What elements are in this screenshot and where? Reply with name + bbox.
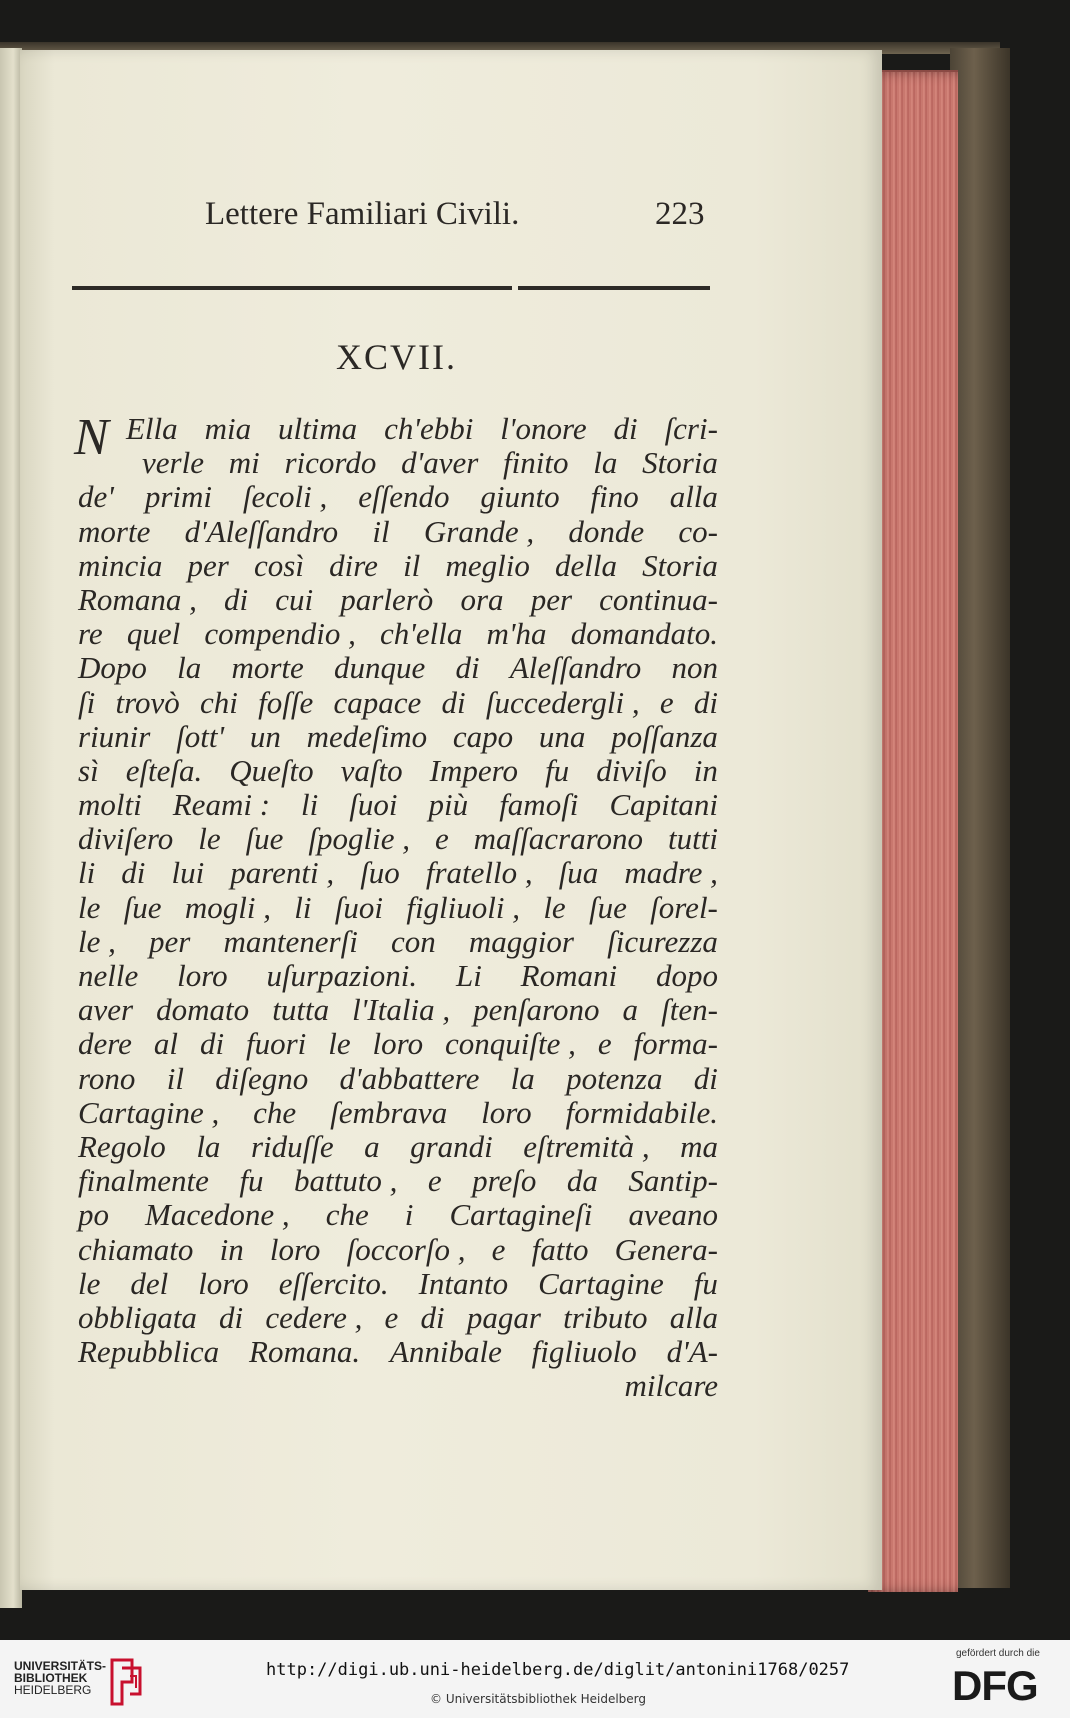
- text-line: [78, 686, 718, 720]
- library-name-line: UNIVERSITÄTS-: [14, 1659, 107, 1673]
- word: del: [130, 1265, 169, 1301]
- word: Romana.: [249, 1334, 361, 1370]
- word: di: [121, 855, 146, 891]
- word: formidabile.: [565, 1094, 718, 1130]
- word: forma-: [633, 1026, 718, 1062]
- word: uſurpazioni.: [266, 958, 418, 993]
- word: alla: [669, 1299, 718, 1335]
- letter-body: [78, 412, 718, 1403]
- word: di: [441, 684, 466, 720]
- word: d'abbattere: [339, 1060, 480, 1096]
- word: d'aver: [401, 445, 479, 481]
- word: ricordo: [284, 445, 377, 481]
- word: il: [372, 513, 390, 549]
- text-line: [78, 1062, 718, 1096]
- word: ſembrava: [330, 1094, 448, 1130]
- word: mia: [204, 411, 252, 446]
- text-line: [78, 959, 718, 993]
- word: ſcri-: [664, 411, 718, 446]
- text-line: [78, 480, 718, 514]
- text-line: [78, 617, 718, 651]
- word: chiamato: [78, 1231, 194, 1267]
- text-line: [78, 925, 718, 959]
- word: capace: [333, 684, 422, 720]
- word: eſtremità ,: [523, 1128, 650, 1164]
- word: ſoccorſo ,: [346, 1231, 466, 1267]
- word: figliuolo: [531, 1334, 637, 1370]
- word: domandato.: [570, 616, 718, 652]
- word: Dopo: [78, 650, 147, 686]
- word: loro: [198, 1265, 249, 1301]
- word: Romani: [520, 958, 618, 993]
- word: un: [249, 718, 281, 754]
- word: loro: [269, 1231, 321, 1267]
- copyright-notice: © Universitätsbibliothek Heidelberg: [430, 1692, 647, 1706]
- word: fuori: [246, 1026, 307, 1062]
- word: così: [254, 547, 304, 583]
- text-line: [78, 583, 718, 617]
- word: riunir: [78, 718, 151, 754]
- word: fratello ,: [425, 855, 533, 891]
- word: ſua: [558, 855, 599, 891]
- dfg-logo[interactable]: DFG: [952, 1662, 1038, 1709]
- text-line: [78, 993, 718, 1027]
- library-logo-icon[interactable]: [106, 1654, 146, 1710]
- text-line: [78, 1164, 718, 1198]
- word: e: [659, 684, 674, 720]
- word: battuto ,: [293, 1163, 398, 1199]
- text-line: [78, 1369, 718, 1403]
- word: i: [404, 1197, 414, 1233]
- word: finito: [503, 445, 569, 481]
- funding-note: gefördert durch die: [956, 1648, 1040, 1659]
- word: Storia: [642, 445, 718, 481]
- word: grandi: [410, 1128, 493, 1164]
- word: ſten-: [661, 992, 718, 1028]
- word: ch'ella: [380, 616, 463, 652]
- word: ſuoi: [334, 889, 384, 925]
- word: rono: [78, 1060, 136, 1096]
- word: cui: [275, 581, 314, 617]
- word: Ella: [126, 411, 178, 446]
- word: mogli ,: [184, 889, 271, 925]
- word: dunque: [334, 650, 426, 686]
- word: tutti: [667, 821, 718, 857]
- word: maſſacrarono: [473, 821, 644, 857]
- word: Reami :: [172, 787, 271, 823]
- word: di: [199, 1026, 225, 1062]
- word: nelle: [78, 958, 139, 993]
- word: milcare: [624, 1368, 718, 1404]
- word: non: [671, 650, 718, 686]
- word: potenza: [566, 1060, 663, 1096]
- word: le: [78, 1265, 101, 1301]
- word: le: [78, 889, 101, 925]
- text-line: [78, 891, 718, 925]
- word: penſarono: [473, 992, 600, 1028]
- word: ſicurezza: [607, 923, 718, 959]
- word: compendio ,: [204, 616, 356, 652]
- word: ma: [680, 1128, 718, 1164]
- word: cedere ,: [265, 1299, 363, 1335]
- word: molti: [78, 787, 142, 823]
- word: vaſto: [340, 752, 403, 788]
- word: dire: [329, 547, 378, 583]
- word: ſorel-: [650, 889, 718, 925]
- text-line: [78, 1301, 718, 1335]
- word: di: [455, 650, 480, 686]
- word: le: [198, 821, 221, 857]
- word: Regolo: [78, 1128, 166, 1164]
- word: di: [693, 684, 718, 720]
- letter-number: XCVII.: [336, 337, 457, 377]
- word: ſi: [78, 684, 96, 720]
- word: la: [177, 650, 202, 686]
- word: l'Italia ,: [352, 992, 451, 1028]
- word: primi: [144, 479, 212, 515]
- text-line: [78, 515, 718, 549]
- viewer-footer: [0, 1640, 1070, 1718]
- word: loro: [372, 1026, 424, 1062]
- word: figliuoli ,: [406, 889, 521, 925]
- page-number: 223: [655, 196, 705, 232]
- word: ſpoglie ,: [308, 821, 410, 857]
- word: ultima: [277, 411, 358, 446]
- text-line: [78, 1130, 718, 1164]
- word: maggior: [468, 923, 574, 959]
- word: Queſto: [229, 752, 314, 788]
- word: al: [153, 1026, 178, 1062]
- library-name[interactable]: [14, 1660, 106, 1696]
- word: verle: [142, 445, 204, 481]
- word: preſo: [472, 1163, 537, 1199]
- word: fu: [239, 1163, 264, 1199]
- word: Capitani: [609, 787, 718, 823]
- word: donde: [568, 513, 645, 549]
- word: quel: [126, 616, 181, 652]
- text-line: [78, 1198, 718, 1232]
- word: Aleſſandro: [509, 650, 642, 686]
- text-line: [78, 1027, 718, 1061]
- word: diviſero: [78, 821, 174, 857]
- word: mantenerſi: [223, 923, 358, 959]
- word: famoſi: [499, 787, 579, 823]
- text-line: [126, 412, 718, 446]
- word: per: [187, 547, 229, 583]
- word: Cartagine ,: [78, 1094, 220, 1130]
- running-head: Lettere Familiari Civili.: [205, 196, 520, 232]
- word: continua-: [599, 581, 718, 617]
- word: le ,: [78, 923, 116, 959]
- word: Santip-: [628, 1163, 718, 1199]
- word: le: [543, 889, 566, 925]
- word: capo: [452, 718, 514, 754]
- word: Storia: [642, 547, 718, 583]
- word: ch'ebbi: [384, 411, 474, 446]
- word: che: [253, 1094, 297, 1130]
- word: aver: [78, 992, 134, 1028]
- word: domato: [156, 992, 250, 1028]
- text-line: [78, 720, 718, 754]
- word: li: [294, 889, 312, 925]
- word: diſegno: [215, 1060, 309, 1096]
- word: di: [693, 1060, 718, 1096]
- word: ſuoi: [349, 787, 398, 823]
- text-line: [78, 1335, 718, 1369]
- word: ſuo: [360, 855, 400, 891]
- word: fino: [590, 479, 639, 515]
- word: morte: [231, 650, 304, 686]
- word: Impero: [429, 752, 519, 788]
- word: morte: [78, 513, 151, 549]
- word: foſſe: [258, 684, 314, 720]
- text-line: [78, 822, 718, 856]
- library-name-line: HEIDELBERG: [14, 1683, 92, 1697]
- word: parlerò: [340, 581, 434, 617]
- word: la: [593, 445, 618, 481]
- word: alla: [669, 479, 718, 515]
- word: Repubblica: [78, 1334, 220, 1370]
- word: che: [325, 1197, 369, 1233]
- word: co-: [678, 513, 718, 549]
- word: dopo: [655, 958, 718, 993]
- word: d'Aleſſandro: [184, 513, 339, 549]
- word: e: [597, 1026, 612, 1062]
- word: poſſanza: [611, 718, 718, 754]
- word: Genera-: [614, 1231, 718, 1267]
- word: loro: [481, 1094, 532, 1130]
- word: eſſercito.: [278, 1265, 389, 1301]
- word: eſteſa.: [125, 752, 203, 788]
- word: di: [223, 581, 249, 617]
- text-line: [78, 1233, 718, 1267]
- word: aveano: [628, 1197, 718, 1233]
- word: trovò: [115, 684, 180, 720]
- word: di: [420, 1299, 445, 1335]
- word: a: [622, 992, 639, 1028]
- word: in: [693, 752, 718, 788]
- word: di: [219, 1299, 244, 1335]
- double-rule-right: [518, 286, 710, 290]
- word: de': [78, 479, 114, 515]
- word: chi: [200, 684, 238, 720]
- word: ſecoli ,: [242, 479, 328, 515]
- word: da: [566, 1163, 598, 1199]
- word: fatto: [531, 1231, 589, 1267]
- word: le: [328, 1026, 351, 1062]
- word: re: [78, 616, 103, 652]
- word: finalmente: [78, 1163, 209, 1199]
- text-line: [142, 446, 718, 480]
- word: ſuccedergli ,: [485, 684, 640, 720]
- word: eſſendo: [358, 479, 450, 515]
- word: fu: [693, 1265, 718, 1301]
- word: meglio: [445, 547, 530, 583]
- word: e: [491, 1231, 506, 1267]
- word: po: [78, 1197, 109, 1233]
- word: più: [428, 787, 469, 823]
- word: a: [364, 1128, 380, 1164]
- word: diviſo: [596, 752, 667, 788]
- word: e: [427, 1163, 442, 1199]
- drop-cap: N: [74, 409, 109, 466]
- word: fu: [545, 752, 570, 788]
- word: Intanto: [418, 1265, 509, 1301]
- word: sì: [78, 752, 99, 788]
- word: ora: [460, 581, 504, 617]
- word: con: [390, 923, 436, 959]
- facing-page-edge: [0, 48, 22, 1608]
- word: Romana ,: [78, 581, 197, 617]
- word: ſott': [176, 718, 225, 754]
- word: riduſſe: [250, 1128, 334, 1164]
- word: e: [384, 1299, 399, 1335]
- word: ſue: [123, 889, 162, 925]
- word: li: [78, 855, 96, 891]
- word: Annibale: [389, 1334, 502, 1370]
- word: d'A-: [666, 1334, 718, 1370]
- word: Grande ,: [423, 513, 535, 549]
- text-line: [78, 754, 718, 788]
- text-line: [78, 788, 718, 822]
- word: Cartagine: [538, 1265, 664, 1301]
- word: l'onore: [500, 411, 587, 446]
- word: medeſimo: [306, 718, 428, 754]
- word: conquiſte ,: [445, 1026, 576, 1062]
- text-line: [78, 549, 718, 583]
- book-cover-edge: [950, 48, 1010, 1588]
- word: li: [301, 787, 319, 823]
- word: lui: [171, 855, 205, 891]
- text-line: [78, 1267, 718, 1301]
- word: parenti ,: [230, 855, 335, 891]
- text-line: [78, 856, 718, 890]
- source-url-link[interactable]: http://digi.ub.uni-heidelberg.de/diglit/antonini1768/0257: [266, 1660, 850, 1680]
- text-line: [78, 651, 718, 685]
- word: della: [554, 547, 617, 583]
- text-line: [78, 1096, 718, 1130]
- word: loro: [177, 958, 228, 993]
- word: giunto: [480, 479, 560, 515]
- word: tutta: [272, 992, 330, 1028]
- library-name-line: BIBLIOTHEK: [14, 1671, 88, 1685]
- word: Cartagineſi: [449, 1197, 593, 1233]
- double-rule-left: [72, 286, 512, 290]
- word: obbligata: [78, 1299, 197, 1335]
- word: pagar: [466, 1299, 541, 1335]
- word: madre ,: [624, 855, 718, 891]
- word: mi: [228, 445, 260, 481]
- word: il: [403, 547, 421, 583]
- word: in: [219, 1231, 244, 1267]
- word: ſue: [245, 821, 284, 857]
- word: mincia: [78, 547, 163, 583]
- word: la: [510, 1060, 535, 1096]
- word: m'ha: [486, 616, 547, 652]
- word: Li: [455, 958, 482, 993]
- word: dere: [78, 1026, 132, 1062]
- word: il: [166, 1060, 184, 1096]
- word: tributo: [563, 1299, 648, 1335]
- word: di: [613, 411, 638, 446]
- word: per: [149, 923, 191, 959]
- word: la: [196, 1128, 221, 1164]
- word: una: [538, 718, 586, 754]
- word: e: [434, 821, 449, 857]
- word: ſue: [588, 889, 627, 925]
- word: Macedone ,: [145, 1197, 290, 1233]
- word: per: [530, 581, 573, 617]
